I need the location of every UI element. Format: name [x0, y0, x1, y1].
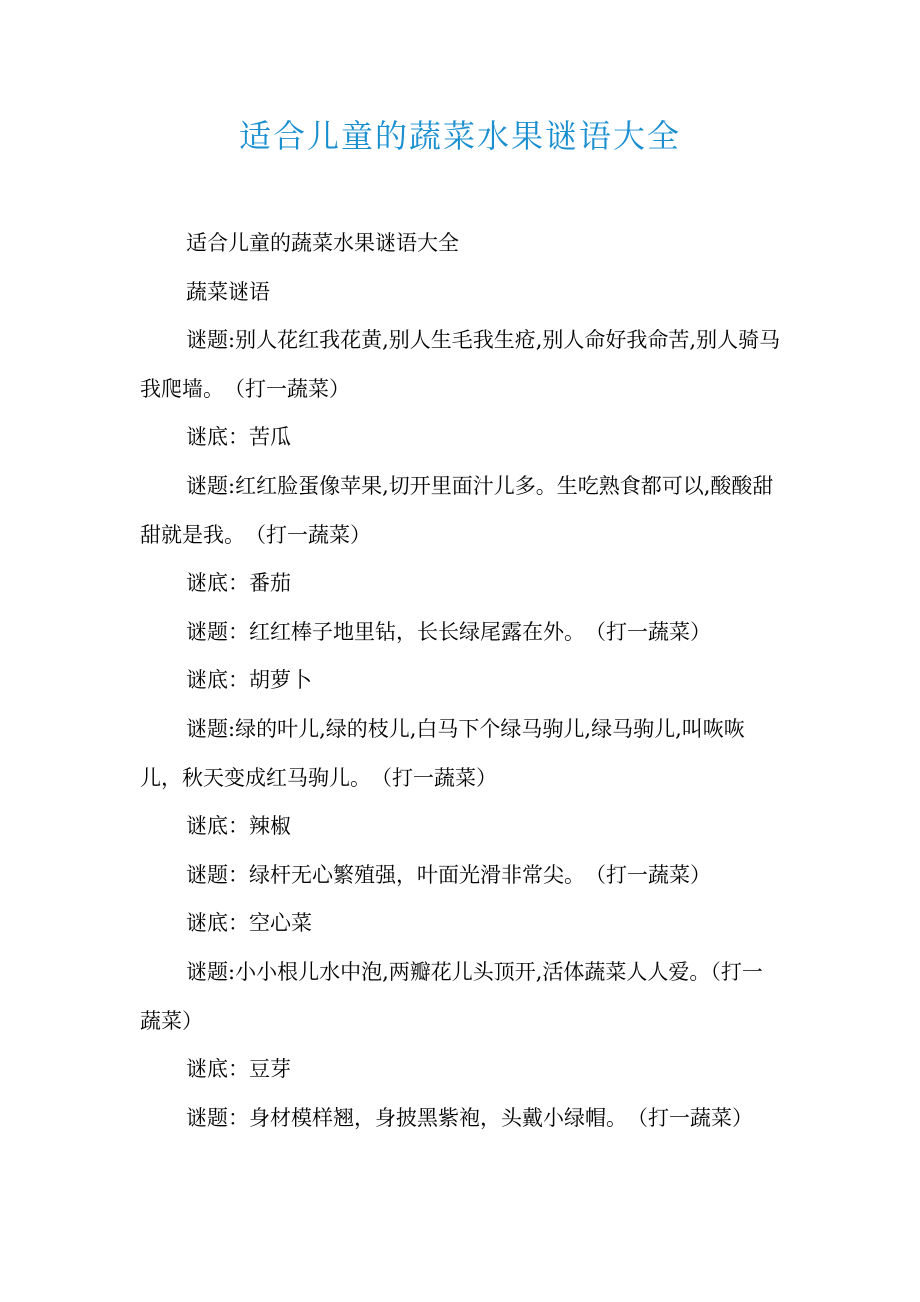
document-body [140, 219, 782, 1142]
riddle-answer: 谜底：豆芽 [186, 1057, 291, 1082]
riddle-answer: 谜底：苦瓜 [186, 425, 291, 450]
riddle-question: 谜题：身材模样翘，身披黑紫袍，头戴小绿帽。 （打一蔬菜） [186, 1105, 753, 1130]
riddle-question: 谜题：绿杆无心繁殖强，叶面光滑非常尖。 （打一蔬菜） [186, 862, 711, 887]
riddle-answer: 谜底：胡萝卜 [186, 668, 312, 693]
riddle-answer: 谜底：辣椒 [186, 814, 291, 839]
riddle-answer: 谜底：空心菜 [186, 911, 312, 936]
riddle-question: 谜题:小小根儿水中泡,两瓣花儿头顶开,活体蔬菜人人爱。（打一蔬菜） [140, 959, 763, 1033]
section-heading-vegetable-riddles: 蔬菜谜语 [186, 279, 270, 304]
riddle-answer: 谜底：番茄 [186, 571, 291, 596]
paragraph-heading: 适合儿童的蔬菜水果谜语大全 [186, 231, 459, 255]
riddle-question: 谜题:别人花红我花黄,别人生毛我生疮,别人命好我命苦,别人骑马我爬墙。 （打一蔬菜） [140, 328, 781, 401]
riddle-question: 谜题:红红脸蛋像苹果,切开里面汁儿多。生吃熟食都可以,酸酸甜甜就是我。 （打一蔬菜） [140, 473, 774, 547]
document-title: 适合儿童的蔬菜水果谜语大全 [238, 117, 681, 155]
riddle-question: 谜题：红红棒子地里钻，长长绿尾露在外。 （打一蔬菜） [186, 619, 711, 644]
riddle-question: 谜题:绿的叶儿,绿的枝儿,白马下个绿马驹儿,绿马驹儿,叫咴咴儿，秋天变成红马驹儿。 （打一蔬菜） [140, 716, 745, 790]
